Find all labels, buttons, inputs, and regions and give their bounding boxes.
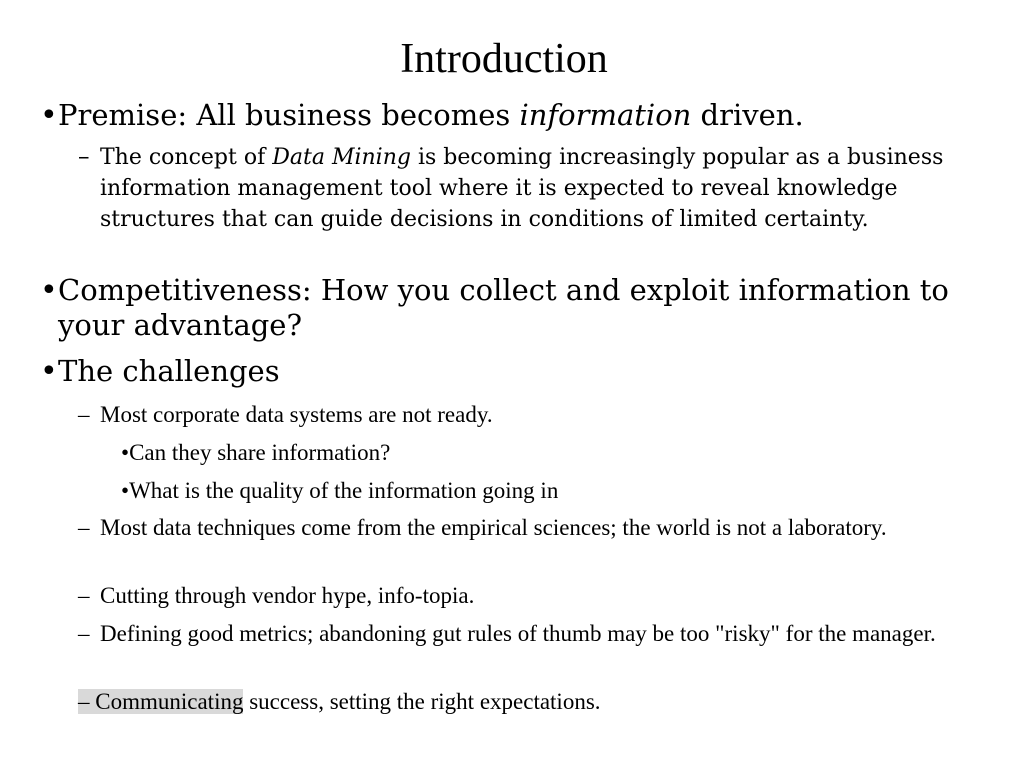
bullet-premise — [40, 98, 990, 133]
premise-emphasis: information — [519, 98, 692, 132]
communicating-highlight — [78, 689, 243, 714]
share-info-text: Can they share information? — [129, 440, 391, 465]
bullet-marker: • — [40, 354, 58, 389]
metrics-text: Defining good metrics; abandoning gut rules of thumb may be too "risky" for the manager. — [100, 621, 936, 646]
slide-title: Introduction — [400, 36, 608, 82]
sub-bullet-metrics — [78, 618, 998, 649]
communicating-rest-text: success, setting the right expectations. — [243, 689, 601, 714]
premise-trail: driven. — [691, 98, 804, 132]
premise-lead: Premise: All business becomes — [58, 98, 520, 132]
data-mining-trail: is becoming increasingly popular as a business information management tool where it is expected to reveal knowledge structures that can guide decisions in conditions of limited certainty. — [100, 145, 944, 232]
sub-bullet-data-mining — [78, 142, 998, 235]
communicating-highlight-text: Communicating — [95, 689, 244, 714]
empirical-text: Most data techniques come from the empirical sciences; the world is not a laboratory. — [100, 515, 887, 540]
data-mining-lead: The concept of — [100, 145, 273, 170]
premise-text — [58, 98, 986, 133]
sub-sub-bullet-share-info — [121, 437, 981, 468]
sub-bullet-not-ready — [78, 399, 998, 430]
challenges-text: The challenges — [58, 354, 280, 388]
dash-marker: – — [78, 515, 90, 540]
sub-bullet-communicating — [78, 686, 998, 717]
not-ready-text: Most corporate data systems are not ready. — [100, 402, 493, 427]
bullet-marker: • — [121, 440, 130, 465]
dash-marker: – — [78, 689, 90, 714]
quality-text: What is the quality of the information going in — [129, 478, 559, 503]
competitiveness-text: Competitiveness: How you collect and exploit information to your advantage? — [58, 273, 949, 342]
dash-marker: – — [78, 583, 90, 608]
bullet-marker: • — [40, 273, 58, 308]
sub-sub-bullet-quality — [121, 475, 981, 506]
bullet-marker: • — [121, 478, 130, 503]
bullet-marker: • — [40, 98, 58, 133]
bullet-competitiveness — [40, 273, 990, 343]
sub-bullet-empirical — [78, 512, 998, 543]
dash-marker: – — [78, 144, 90, 170]
data-mining-text — [100, 142, 990, 235]
dash-marker: – — [78, 621, 90, 646]
vendor-hype-text: Cutting through vendor hype, info-topia. — [100, 583, 475, 608]
sub-bullet-vendor-hype — [78, 580, 998, 611]
data-mining-emphasis: Data Mining — [272, 145, 411, 170]
dash-marker: – — [78, 402, 90, 427]
bullet-challenges — [40, 354, 990, 389]
